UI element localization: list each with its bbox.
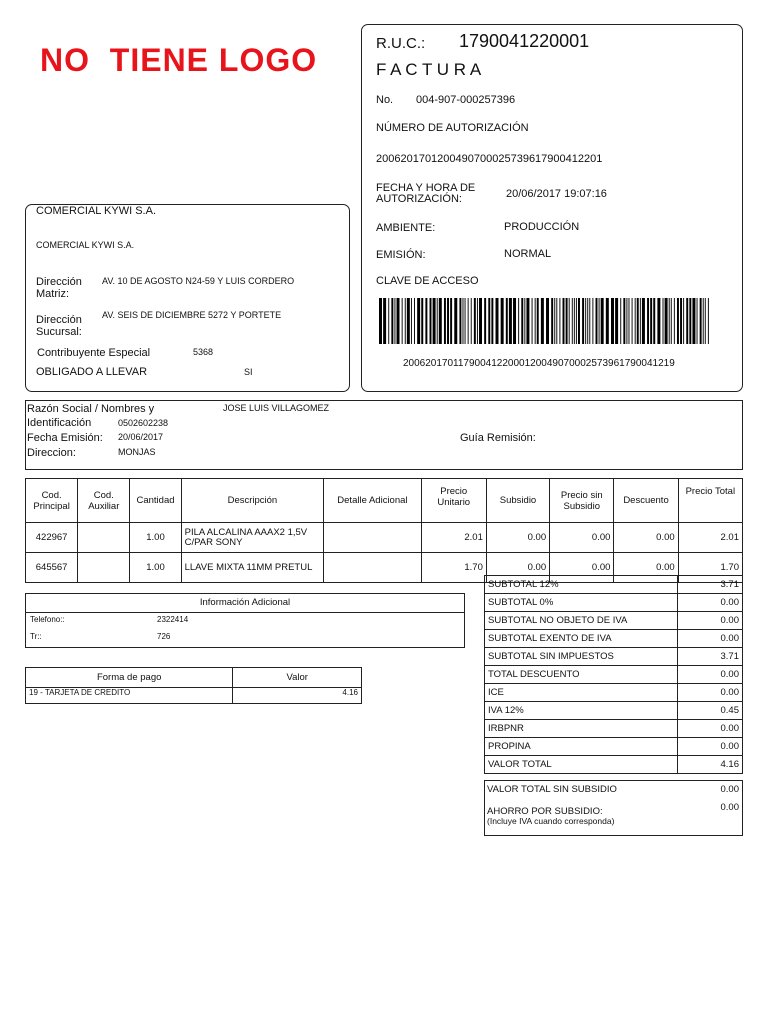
invoice-no-label: No. [376,94,394,106]
barcode-bar [606,298,609,344]
cell-precio-unitario: 2.01 [421,523,486,553]
totals-label: SUBTOTAL SIN IMPUESTOS [485,648,678,666]
barcode-bar [471,298,472,344]
cell-detalle [324,553,421,583]
totals-value: 0.00 [678,630,743,648]
cell-cantidad: 1.00 [130,553,181,583]
barcode-bar [700,298,702,344]
barcode-bar [592,298,593,344]
cell-cantidad: 1.00 [130,523,181,553]
barcode-bar [411,298,412,344]
barcode-bar [640,298,641,344]
obligado-value: SI [244,367,253,377]
barcode-bar [587,298,588,344]
barcode-bar [671,298,672,344]
barcode-bar [692,298,695,344]
barcode-bar [463,298,464,344]
col-subsidio: Subsidio [486,479,549,523]
payment-header-value: Valor [233,668,362,688]
authorization-label: NÚMERO DE AUTORIZACIÓN [376,122,529,134]
barcode-bar [626,298,627,344]
auth-datetime-label: FECHA Y HORA DE AUTORIZACIÓN: [376,182,476,205]
totals-value: 0.45 [678,702,743,720]
items-table [25,478,743,583]
cell-detalle [324,523,421,553]
issuer-box [25,204,350,392]
emision-value: NORMAL [504,248,552,260]
barcode-bar [551,298,553,344]
barcode-bar [433,298,436,344]
ahorro-note: (Incluye IVA cuando corresponda) [487,816,615,826]
barcode-bar [686,298,688,344]
totals-row [485,612,743,630]
ambiente-value: PRODUCCIÓN [504,221,580,233]
barcode-bar [405,298,406,344]
payment-table [25,667,362,704]
cell-precio-sin-subsidio: 0.00 [550,553,614,583]
barcode-bar [546,298,549,344]
barcode-bar [576,298,577,344]
emision-label: EMISIÓN: [376,249,426,261]
barcode-bar [421,298,423,344]
barcode-bar [637,298,639,344]
barcode-bar [569,298,570,344]
barcode-bar [674,298,675,344]
barcode-bar [388,298,389,344]
barcode-bar [708,298,709,344]
barcode-bar [601,298,604,344]
totals-value: 0.00 [678,684,743,702]
id-label: Identificación [27,417,92,429]
barcode-bar [513,298,516,344]
totals-label: PROPINA [485,738,678,756]
barcode [379,298,711,344]
totals-value: 4.16 [678,756,743,774]
barcode-bar [697,298,698,344]
barcode-bar [611,298,614,344]
access-key: 2006201701179004122000120049070002573961790041219 [403,358,675,369]
barcode-bar [642,298,645,344]
barcode-bar [563,298,565,344]
razon-value: JOSE LUIS VILLAGOMEZ [223,403,330,413]
barcode-bar [479,298,482,344]
totals-row [485,630,743,648]
barcode-bar [450,298,452,344]
invoice-title: F A C T U R A [376,60,482,79]
cell-precio-total: 1.70 [678,553,742,583]
ahorro-label: AHORRO POR SUBSIDIO: [487,806,603,817]
barcode-bar [496,298,499,344]
guia-label: Guía Remisión: [460,432,536,444]
barcode-bar [417,298,420,344]
barcode-bar [414,298,415,344]
customer-box [25,400,743,470]
col-precio-unitario: Precio Unitario [421,479,486,523]
sucursal-label: Dirección Sucursal: [36,314,82,338]
totals-row [485,576,743,594]
totals-label: ICE [485,684,678,702]
issuer-business-name: COMERCIAL KYWI S.A. [36,240,135,250]
col-descuento: Descuento [614,479,678,523]
invoice-no: 004-907-000257396 [416,94,516,106]
barcode-bar [477,298,478,344]
barcode-bar [524,298,525,344]
totals-label: IVA 12% [485,702,678,720]
barcode-bar [459,298,461,344]
barcode-bar [532,298,533,344]
col-descripcion: Descripción [181,479,324,523]
cell-descuento: 0.00 [614,523,678,553]
barcode-bar [677,298,679,344]
barcode-bar [650,298,652,344]
barcode-bar [379,298,382,344]
col-precio-total: Precio Total [678,479,742,523]
barcode-bar [705,298,706,344]
barcode-bar [596,298,598,344]
auth-datetime: 20/06/2017 19:07:16 [506,188,607,200]
totals-label: IRBPNR [485,720,678,738]
barcode-bar [439,298,442,344]
barcode-bar [623,298,625,344]
info-label-telefono: Telefono:: [30,615,65,624]
barcode-bar [535,298,536,344]
cell-descripcion: LLAVE MIXTA 11MM PRETUL [181,553,324,583]
table-row [26,523,743,553]
totals-value: 3.71 [678,648,743,666]
barcode-bar [444,298,446,344]
totals-label: SUBTOTAL 12% [485,576,678,594]
ruc-number: 1790041220001 [459,31,590,51]
fecha-label: Fecha Emisión: [27,432,103,444]
totals-value: 0.00 [678,720,743,738]
cell-descuento: 0.00 [614,553,678,583]
barcode-bar [629,298,630,344]
totals-row [485,702,743,720]
invoice-header-box [361,24,743,392]
barcode-bar [526,298,529,344]
barcode-bar [407,298,410,344]
barcode-bar [689,298,691,344]
barcode-bar [521,298,523,344]
col-cod-principal: Cod. Principal [26,479,78,523]
totals-table [484,575,743,774]
col-cantidad: Cantidad [130,479,181,523]
barcode-bar [669,298,670,344]
totals-row [485,666,743,684]
barcode-bar [620,298,621,344]
additional-info-box [25,593,465,648]
fecha-value: 20/06/2017 [118,432,164,442]
cell-precio-total: 2.01 [678,523,742,553]
ahorro-value: 0.00 [720,802,739,813]
issuer-name: COMERCIAL KYWI S.A. [36,205,157,217]
ambiente-label: AMBIENTE: [376,222,436,234]
payment-method: 19 - TARJETA DE CREDITO [26,688,233,704]
col-precio-sin-subsidio: Precio sin Subsidio [550,479,614,523]
barcode-bar [554,298,555,344]
subsidy-total-label: VALOR TOTAL SIN SUBSIDIO [487,784,617,795]
col-cod-auxiliar: Cod. Auxiliar [78,479,130,523]
totals-row [485,648,743,666]
obligado-label: OBLIGADO A LLEVAR [36,366,148,378]
dir-label: Direccion: [27,447,76,459]
totals-row [485,756,743,774]
barcode-bar [509,298,512,344]
totals-value: 0.00 [678,666,743,684]
cell-descripcion: PILA ALCALINA AAAX2 1,5V C/PAR SONY [181,523,324,553]
matriz-address: AV. 10 DE AGOSTO N24-59 Y LUIS CORDERO [102,276,295,286]
barcode-bar [647,298,649,344]
barcode-bar [556,298,557,344]
totals-row [485,720,743,738]
cell-subsidio: 0.00 [486,553,549,583]
barcode-bar [501,298,504,344]
contrib-value: 5368 [193,347,214,357]
totals-label: VALOR TOTAL [485,756,678,774]
barcode-bar [632,298,633,344]
barcode-bar [657,298,660,344]
cell-subsidio: 0.00 [486,523,549,553]
ruc-label: R.U.C.: [376,35,426,52]
barcode-bar [653,298,655,344]
barcode-bar [582,298,584,344]
totals-label: SUBTOTAL 0% [485,594,678,612]
barcode-bar [541,298,544,344]
cell-cod-auxiliar [78,523,130,553]
barcode-bar [454,298,457,344]
totals-row [485,594,743,612]
barcode-bar [506,298,508,344]
barcode-bar [663,298,664,344]
barcode-bar [574,298,575,344]
barcode-bar [599,298,600,344]
barcode-bar [518,298,519,344]
totals-value: 0.00 [678,612,743,630]
info-label-tr: Tr:: [30,632,42,641]
cell-precio-unitario: 1.70 [421,553,486,583]
barcode-bar [665,298,668,344]
barcode-bar [537,298,539,344]
barcode-bar [615,298,618,344]
barcode-bar [578,298,580,344]
barcode-bar [572,298,573,344]
totals-label: SUBTOTAL EXENTO DE IVA [485,630,678,648]
cell-cod-auxiliar [78,553,130,583]
cell-cod-principal: 645567 [26,553,78,583]
barcode-bar [425,298,427,344]
logo-placeholder: NO TIENE LOGO [40,42,318,78]
razon-label: Razón Social / Nombres y [27,403,155,415]
barcode-bar [468,298,469,344]
additional-info-title: Información Adicional [26,594,464,613]
subsidy-total: 0.00 [720,784,739,795]
totals-value: 0.00 [678,738,743,756]
subsidy-box [484,780,743,836]
barcode-bar [491,298,493,344]
barcode-bar [589,298,590,344]
matriz-label: Dirección Matriz: [36,276,82,300]
totals-row [485,684,743,702]
totals-label: TOTAL DESCUENTO [485,666,678,684]
barcode-bar [447,298,449,344]
info-value-tr: 726 [157,632,171,641]
dir-value: MONJAS [118,447,156,457]
barcode-bar [430,298,432,344]
cell-cod-principal: 422967 [26,523,78,553]
barcode-bar [680,298,682,344]
barcode-bar [437,298,438,344]
totals-value: 0.00 [678,594,743,612]
barcode-bar [488,298,490,344]
barcode-bar [585,298,586,344]
payment-header-method: Forma de pago [26,668,233,688]
access-key-label: CLAVE DE ACCESO [376,275,479,287]
cell-precio-sin-subsidio: 0.00 [550,523,614,553]
contrib-label: Contribuyente Especial [37,347,151,359]
totals-row [485,738,743,756]
barcode-bar [397,298,400,344]
barcode-bar [683,298,684,344]
barcode-bar [484,298,486,344]
totals-label: SUBTOTAL NO OBJETO DE IVA [485,612,678,630]
authorization-number: 2006201701200490700025739617900412201 [376,153,603,165]
totals-value: 3.71 [678,576,743,594]
barcode-bar [474,298,476,344]
barcode-bar [383,298,386,344]
sucursal-address: AV. SEIS DE DICIEMBRE 5272 Y PORTETE [102,310,282,320]
payment-value: 4.16 [233,688,362,704]
barcode-bar [465,298,466,344]
col-detalle: Detalle Adicional [324,479,421,523]
barcode-bar [402,298,403,344]
barcode-bar [559,298,560,344]
barcode-bar [566,298,568,344]
barcode-bar [394,298,395,344]
barcode-bar [635,298,636,344]
barcode-bar [703,298,704,344]
id-value: 0502602238 [118,418,169,428]
info-value-telefono: 2322414 [157,615,189,624]
barcode-bar [391,298,393,344]
